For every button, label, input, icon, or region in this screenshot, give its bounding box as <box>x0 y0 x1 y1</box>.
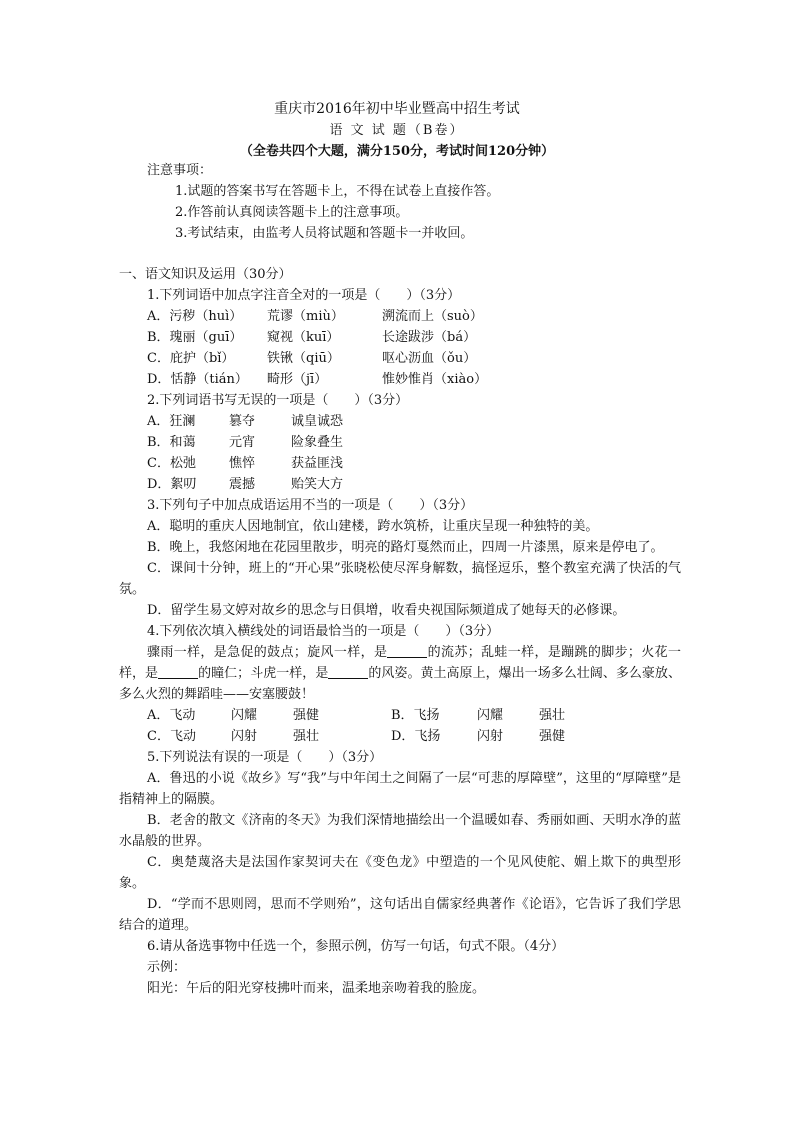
option-word: 元宵 <box>229 435 256 450</box>
question-4-options-row-2 <box>119 726 681 747</box>
option-word: 呕心沥血（ǒu） <box>382 351 477 366</box>
exam-subtitle: 语 文 试 题（B卷） <box>329 123 465 138</box>
passage-text: 骤雨一样，是急促的鼓点；旋风一样，是 <box>147 645 388 660</box>
notice-label: 注意事项： <box>147 163 213 178</box>
question-2-option-d <box>119 474 681 495</box>
question-1-option-b <box>119 327 681 348</box>
option-word: 篡夺 <box>229 414 256 429</box>
option-word: 长途跋涉（bá） <box>382 330 477 345</box>
option-word: 闪射 <box>231 729 258 744</box>
question-2-option-b <box>119 432 681 453</box>
question-3-option-b: B．晚上，我悠闲地在花园里散步，明亮的路灯戛然而止，四周一片漆黑，原来是停电了。 <box>147 540 664 555</box>
question-1-stem: 1.下列词语中加点字注音全对的一项是（ ）（3分） <box>147 288 461 303</box>
option-word: 震撼 <box>229 477 256 492</box>
option-word: 诚皇诚恐 <box>291 414 344 429</box>
example-label: 示例： <box>147 960 187 975</box>
option-word: C．飞动 <box>147 729 196 744</box>
option-word: 惟妙惟肖（xiào） <box>382 372 488 387</box>
fill-blank-1 <box>387 643 427 658</box>
question-5-option-a: A．鲁迅的小说《故乡》写“我”与中年闰土之间隔了一层“可悲的厚障壁”，这里的“厚障壁”是指精神上的隔膜。 <box>119 771 681 807</box>
question-3-option-a: A．聪明的重庆人因地制宜，依山建楼，跨水筑桥，让重庆呈现一种独特的美。 <box>147 519 599 534</box>
option-word: 强壮 <box>293 729 320 744</box>
option-word: B．瑰丽（guī） <box>147 330 243 345</box>
question-3-stem: 3.下列句子中加点成语运用不当的一项是（ ）（3分） <box>147 498 474 513</box>
question-4-stem: 4.下列依次填入横线处的词语最恰当的一项是（ ）（3分） <box>147 624 500 639</box>
option-word: 强健 <box>293 708 320 723</box>
section-title: 一、语文知识及运用（30分） <box>119 267 292 282</box>
fill-blank-3 <box>328 664 368 679</box>
notice-item: 3.考试结束，由监考人员将试题和答题卡一并收回。 <box>175 226 474 241</box>
option-word: D．恬静（tián） <box>147 372 248 387</box>
notice-item: 1.试题的答案书写在答题卡上，不得在试卷上直接作答。 <box>175 184 500 199</box>
question-1-option-c <box>119 348 681 369</box>
option-word: A．污秽（huì） <box>147 309 243 324</box>
option-word: 闪耀 <box>477 708 504 723</box>
exam-header <box>0 98 794 162</box>
question-3-option-d: D．留学生易文婷对故乡的思念与日俱增，收看央视国际频道成了她每天的必修课。 <box>147 603 626 618</box>
option-word: B．飞扬 <box>391 708 440 723</box>
option-word: C．松弛 <box>147 456 196 471</box>
option-word: B．和蔼 <box>147 435 196 450</box>
question-6-stem: 6.请从备选事物中任选一个，参照示例，仿写一句话，句式不限。（4分） <box>147 939 565 954</box>
option-word: D．飞扬 <box>391 729 441 744</box>
question-1-option-a <box>119 306 681 327</box>
passage-text: 的瞳仁；斗虎一样，是 <box>198 666 329 681</box>
question-3-option-c: C．课间十分钟，班上的“开心果”张晓松使尽浑身解数，搞怪逗乐，整个教室充满了快活的气氛。 <box>119 561 681 597</box>
option-word: 险象叠生 <box>291 435 344 450</box>
option-word: 憔悴 <box>229 456 256 471</box>
option-word: A．狂澜 <box>147 414 196 429</box>
option-word: 窥视（kuī） <box>267 330 340 345</box>
exam-info: （全卷共四个大题，满分150分，考试时间120分钟） <box>239 144 555 159</box>
option-word: 畸形（jī） <box>267 372 328 387</box>
option-word: 溯流而上（suò） <box>382 309 483 324</box>
fill-blank-2 <box>158 664 198 679</box>
passage-text: 的风姿。黄土高原上，爆出一场多么壮阔、多么豪放、多么火烈的舞蹈哇——安塞腰鼓！ <box>119 666 681 702</box>
option-word: 贻笑大方 <box>291 477 344 492</box>
option-word: 荒谬（miù） <box>267 309 344 324</box>
notice-block <box>147 160 707 244</box>
option-word: 获益匪浅 <box>291 456 344 471</box>
notice-item: 2.作答前认真阅读答题卡上的注意事项。 <box>175 205 409 220</box>
example-sentence: 阳光：午后的阳光穿枝拂叶而来，温柔地亲吻着我的脸庞。 <box>147 981 486 996</box>
question-5-option-c: C．奥楚蔑洛夫是法国作家契诃夫在《变色龙》中塑造的一个见风使舵、媚上欺下的典型形象。 <box>119 855 681 891</box>
option-word: 闪耀 <box>231 708 258 723</box>
question-5-stem: 5.下列说法有误的一项是（ ）（3分） <box>147 750 383 765</box>
option-word: C．庇护（bǐ） <box>147 351 235 366</box>
exam-title: 重庆市2016年初中毕业暨高中招生考试 <box>274 101 520 117</box>
question-2-option-a <box>119 411 681 432</box>
option-word: D．絮叨 <box>147 477 197 492</box>
question-4-passage <box>119 642 681 705</box>
question-5-option-b: B．老舍的散文《济南的冬天》为我们深情地描绘出一个温暖如春、秀丽如画、天明水净的蓝水晶般的世界。 <box>119 813 681 849</box>
question-4-options-row-1 <box>119 705 681 726</box>
question-2-stem: 2.下列词语书写无误的一项是（ ）（3分） <box>147 393 409 408</box>
passage-text: 的流苏；乱蛙一样，是蹦跳的脚步；火花一样，是 <box>119 645 681 681</box>
option-word: 强健 <box>539 729 566 744</box>
option-word: 闪射 <box>477 729 504 744</box>
question-2-option-c <box>119 453 681 474</box>
question-1-option-d <box>119 369 681 390</box>
question-5-option-d: D．“学而不思则罔，思而不学则殆”，这句话出自儒家经典著作《论语》，它告诉了我们学思结合的道理。 <box>119 897 681 933</box>
option-word: 强壮 <box>539 708 566 723</box>
option-word: 铁锹（qiū） <box>267 351 340 366</box>
exam-content <box>119 264 681 999</box>
option-word: A．飞动 <box>147 708 196 723</box>
